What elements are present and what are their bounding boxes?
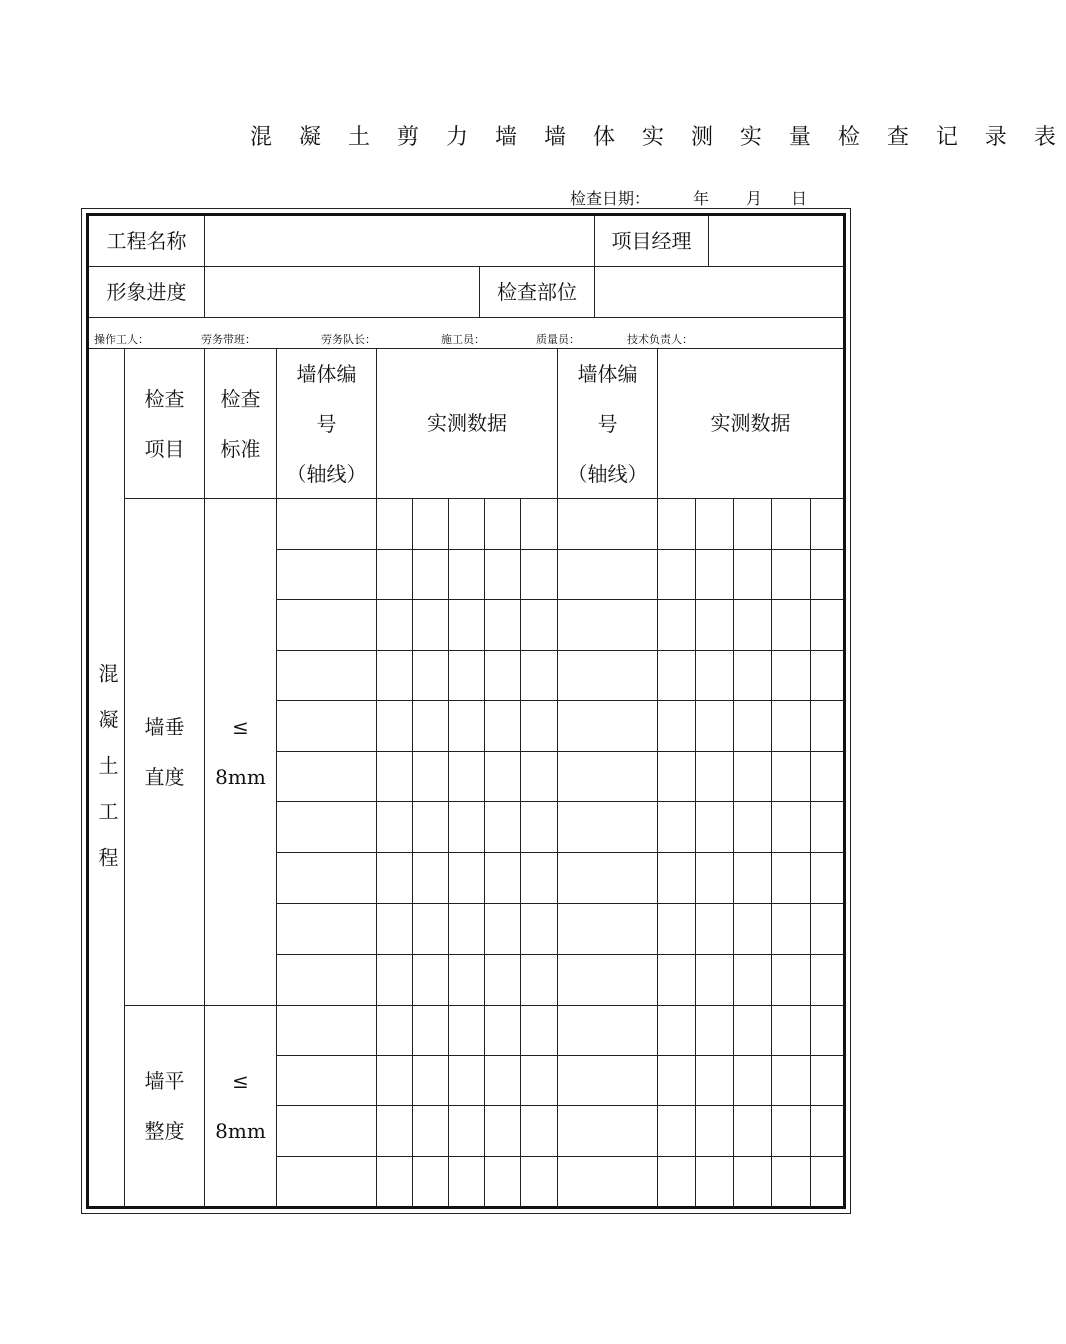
rule [733, 498, 734, 1206]
rule [276, 751, 843, 752]
col-item-line2: 项目 [144, 436, 185, 461]
row-standard-flatness [205, 1006, 276, 1206]
date-month: 月 [746, 189, 763, 208]
labor-leader-label: 劳务队长： [321, 333, 376, 346]
rule [484, 498, 485, 1206]
item-line1: 墙垂 [144, 715, 185, 739]
labor-foreman-label: 劳务带班： [201, 333, 256, 346]
col-wall-line1: 墙体编 [577, 361, 638, 386]
rule [276, 599, 843, 600]
project-manager-field[interactable] [709, 216, 843, 266]
rule [412, 498, 413, 1206]
rule [276, 801, 843, 802]
col-header-data-1: 实测数据 [427, 411, 507, 435]
rule [448, 498, 449, 1206]
col-header-wall-2 [558, 349, 657, 498]
std-line2: 8mm [215, 765, 266, 789]
col-std-line1: 检查 [220, 386, 261, 411]
item-line2: 直度 [144, 765, 185, 789]
category-label: 混凝土工程 [95, 662, 119, 893]
col-wall-line2: 号 [316, 411, 337, 436]
item-line1: 墙平 [144, 1069, 185, 1093]
col-wall-line2: 号 [597, 411, 618, 436]
row-item-verticality [125, 499, 204, 1005]
rule [810, 498, 811, 1206]
rule [520, 498, 521, 1206]
col-std-line2: 标准 [220, 436, 261, 461]
date-day: 日 [791, 189, 808, 208]
rule [276, 700, 843, 701]
inspect-location-field[interactable] [595, 267, 843, 317]
rule [276, 1105, 843, 1106]
col-wall-line3: （轴线） [567, 461, 648, 486]
project-manager-label: 项目经理 [611, 228, 692, 253]
rule [276, 650, 843, 651]
col-wall-line1: 墙体编 [296, 361, 357, 386]
rule [695, 498, 696, 1206]
project-name-label: 工程名称 [106, 228, 187, 253]
progress-label: 形象进度 [106, 279, 187, 304]
col-header-standard [205, 349, 276, 498]
rule [276, 1156, 843, 1157]
rule [89, 317, 843, 318]
rule [276, 549, 843, 550]
date-year: 年 [693, 189, 710, 208]
rule [276, 903, 843, 904]
std-line2: 8mm [215, 1119, 266, 1143]
page-title: 混 凝 土 剪 力 墙 墙 体 实 测 实 量 检 查 记 录 表 [250, 125, 1066, 150]
operator-label: 操作工人： [94, 333, 149, 346]
item-line2: 整度 [144, 1119, 185, 1143]
rule [276, 852, 843, 853]
date-label: 检查日期： [570, 189, 651, 208]
quality-inspector-label: 质量员： [536, 333, 580, 346]
row-item-flatness [125, 1006, 204, 1206]
rule [276, 954, 843, 955]
col-header-wall-1 [277, 349, 376, 498]
rule [276, 1055, 843, 1056]
constructor-label: 施工员： [441, 333, 485, 346]
project-name-field[interactable] [205, 216, 594, 266]
std-line1: ≤ [232, 715, 249, 739]
inspect-location-label: 检查部位 [497, 279, 577, 304]
col-wall-line3: （轴线） [286, 461, 367, 486]
std-line1: ≤ [232, 1069, 249, 1093]
col-header-data-2: 实测数据 [710, 411, 791, 435]
category-cell [89, 349, 124, 1206]
row-standard-verticality [205, 499, 276, 1005]
technical-lead-label: 技术负责人： [627, 333, 693, 346]
rule [771, 498, 772, 1206]
col-item-line1: 检查 [144, 386, 185, 411]
col-header-item [125, 349, 204, 498]
progress-field[interactable] [205, 267, 479, 317]
